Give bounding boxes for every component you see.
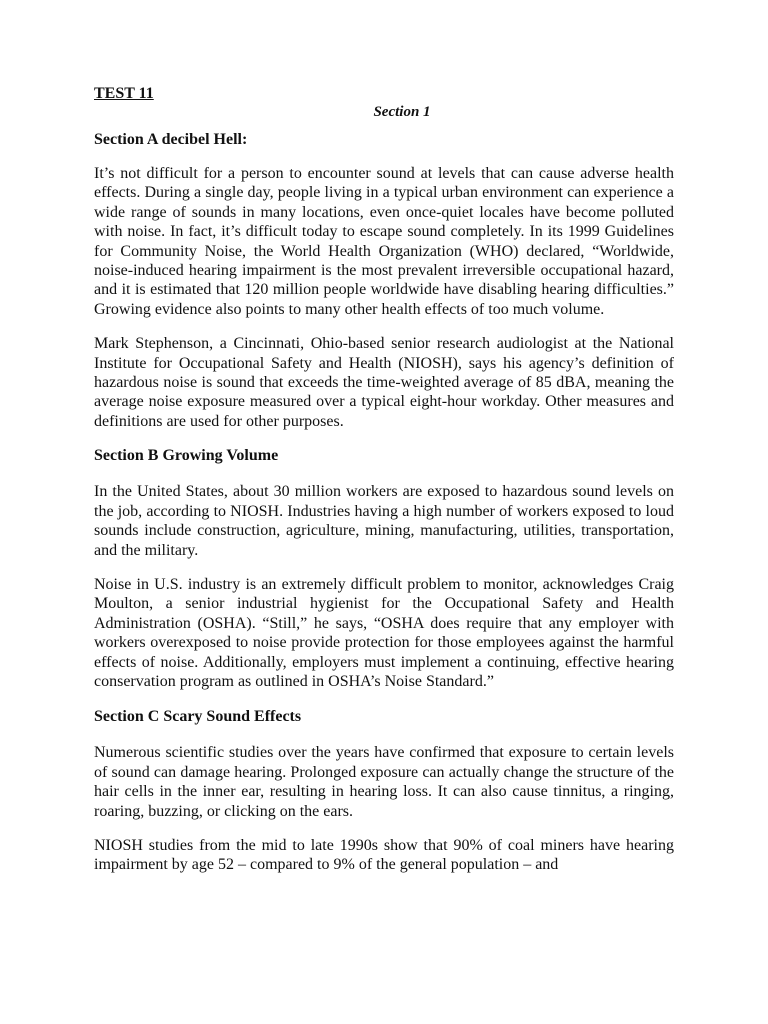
section-c-paragraph-1: Numerous scientific studies over the years have confirmed that exposure to certain levels of sound can damage hearing. Prolonged exposure can actually change the structure of the hair cells in the inner ear, resulting in hearing loss. It can also cause tinnitus, a ringing, roaring, buzzing, or clicking on the ears. <box>94 744 674 820</box>
section-c-paragraph-2: NIOSH studies from the mid to late 1990s show that 90% of coal miners have hearing impairment by age 52 – compared to 9% of the general population – and <box>94 836 674 874</box>
section-label: Section 1 <box>373 104 431 120</box>
section-a-paragraph-1: It’s not difficult for a person to encounter sound at levels that can cause adverse health effects. During a single day, people living in a typical urban environment can experience a wide range of sounds in many locations, even once-quiet locales have become polluted with noise. In fact, it’s difficult today to escape sound completely. In its 1999 Guidelines for Community Noise, the World Health Organization (WHO) declared, “Worldwide, noise-induced hearing impairment is the most prevalent irreversible occupational hazard, and it is estimated that 120 million people worldwide have disabling hearing difficulties.” Growing evidence also points to many other health effects of too much volume. <box>94 165 674 318</box>
section-b-paragraph-1: In the United States, about 30 million workers are exposed to hazardous sound levels on the job, according to NIOSH. Industries having a high number of workers exposed to loud sounds include construction, agriculture, mining, manufacturing, utilities, transportation, and the military. <box>94 483 674 559</box>
section-a-heading: Section A decibel Hell: <box>94 131 248 148</box>
section-c-heading: Section C Scary Sound Effects <box>94 708 302 726</box>
section-a-paragraph-2: Mark Stephenson, a Cincinnati, Ohio-based senior research audiologist at the National Institute for Occupational Safety and Health (NIOSH), says his agency’s definition of hazardous noise is sound that exceeds the time-weighted average of 85 dBA, meaning the average noise exposure measured over a typical eight-hour workday. Other measures and definitions are used for other purposes. <box>94 335 674 430</box>
section-b-paragraph-2: Noise in U.S. industry is an extremely difficult problem to monitor, acknowledges Craig Moulton, a senior industrial hygienist for the Occupational Safety and Health Administration (OSHA). “Still,” he says, “OSHA does require that any employer with workers overexposed to noise provide protection for those employees against the harmful effects of noise. Additionally, employers must implement a continuing, effective hearing conservation program as outlined in OSHA’s Noise Standard.” <box>94 575 674 690</box>
section-b-heading: Section B Growing Volume <box>94 447 279 465</box>
test-title: TEST 11 <box>94 85 154 102</box>
document-page <box>94 84 674 875</box>
